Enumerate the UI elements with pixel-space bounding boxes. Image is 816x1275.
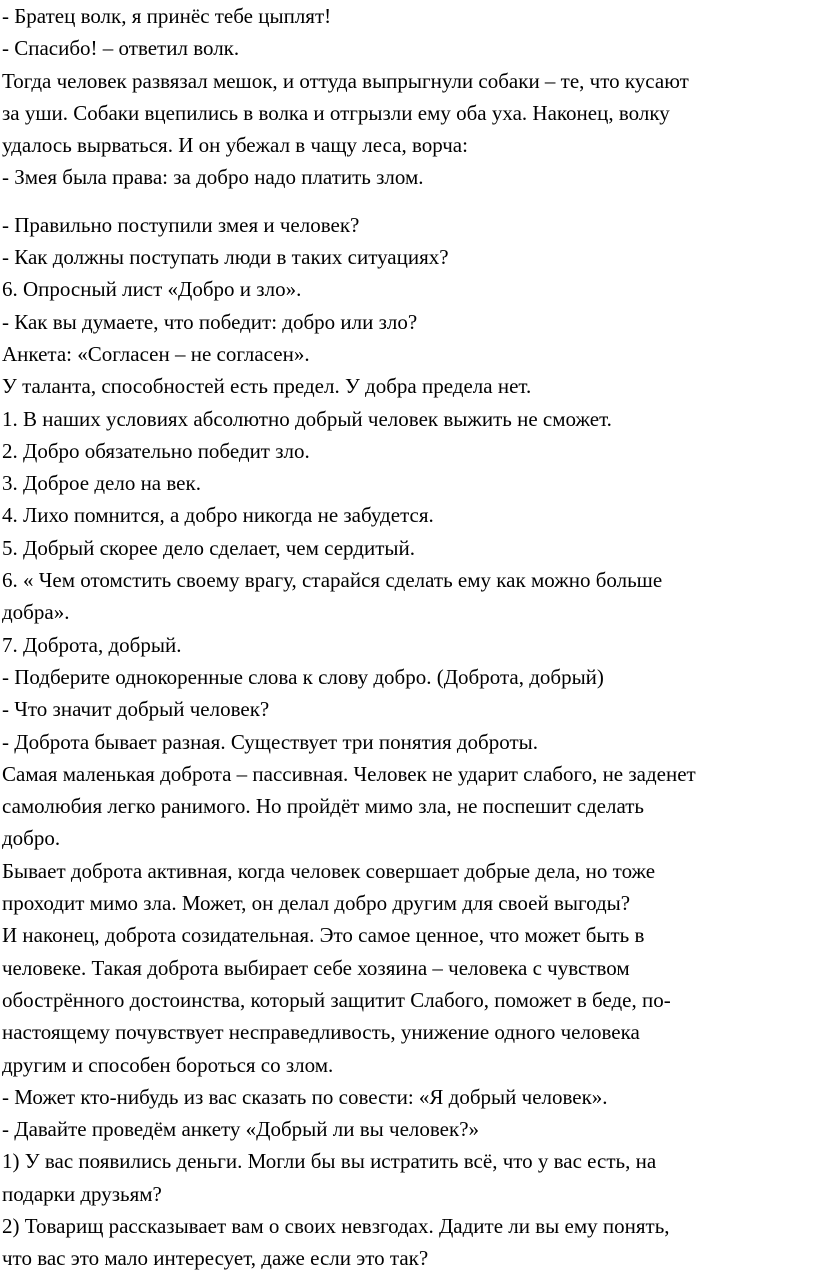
- list-item: 4. Лихо помнится, а добро никогда не забудется.: [2, 503, 434, 528]
- list-item: 3. Доброе дело на век.: [2, 471, 201, 496]
- list-item: 5. Добрый скорее дело сделает, чем сердитый.: [2, 535, 415, 560]
- list-item: 1) У вас появились деньги. Могли бы вы истратить всё, что у вас есть, на: [2, 1149, 657, 1174]
- text-line: - Братец волк, я принёс тебе цыплят!: [2, 4, 332, 28]
- story-ending: [2, 0, 816, 194]
- text-line: самолюбия легко ранимого. Но пройдёт мимо зла, не поспешит сделать: [2, 794, 644, 819]
- text-line: подарки друзьям?: [2, 1181, 162, 1206]
- text-line: - Что значит добрый человек?: [2, 697, 270, 722]
- text-line: обострённого достоинства, который защитит Слабого, поможет в беде, по-: [2, 987, 671, 1012]
- text-line: - Спасибо! – ответил волк.: [2, 36, 240, 61]
- text-line: - Подберите однокоренные слова к слову добро. (Доброта, добрый): [2, 664, 604, 689]
- list-item: 2. Добро обязательно победит зло.: [2, 438, 310, 463]
- list-item: 2) Товарищ рассказывает вам о своих невзгодах. Дадите ли вы ему понять,: [2, 1213, 670, 1238]
- text-line: настоящему почувствует несправедливость, унижение одного человека: [2, 1020, 640, 1045]
- text-line: Анкета: «Согласен – не согласен».: [2, 341, 310, 366]
- text-line: удалось вырваться. И он убежал в чащу леса, ворча:: [2, 133, 468, 158]
- text-line: - Как вы думаете, что победит: добро или зло?: [2, 309, 418, 334]
- text-line: - Как должны поступать люди в таких ситуациях?: [2, 245, 449, 270]
- list-item: 1. В наших условиях абсолютно добрый человек выжить не сможет.: [2, 406, 612, 431]
- text-line: проходит мимо зла. Может, он делал добро другим для своей выгоды?: [2, 891, 631, 916]
- text-line: - Правильно поступили змея и человек?: [2, 212, 360, 237]
- text-line: - Может кто-нибудь из вас сказать по совести: «Я добрый человек».: [2, 1084, 608, 1109]
- text-line: человеке. Такая доброта выбирает себе хозяина – человека с чувством: [2, 955, 630, 980]
- section-heading-survey: 6. Опросный лист «Добро и зло».: [2, 277, 302, 302]
- text-line: Бывает доброта активная, когда человек совершает добрые дела, но тоже: [2, 858, 656, 883]
- text-line: другим и способен бороться со злом.: [2, 1052, 334, 1077]
- text-line: что вас это мало интересует, даже если это так?: [2, 1246, 429, 1271]
- list-item: 6. « Чем отомстить своему врагу, старайся сделать ему как можно больше: [2, 568, 663, 593]
- text-line: за уши. Собаки вцепились в волка и отгрызли ему оба уха. Наконец, волку: [2, 100, 670, 125]
- text-line: добро.: [2, 826, 61, 851]
- text-line: У таланта, способностей есть предел. У добра предела нет.: [2, 374, 532, 399]
- text-line: Тогда человек развязал мешок, и оттуда выпрыгнули собаки – те, что кусают: [2, 68, 689, 93]
- text-line: И наконец, доброта созидательная. Это самое ценное, что может быть в: [2, 923, 645, 948]
- text-line: - Давайте проведём анкету «Добрый ли вы человек?»: [2, 1117, 480, 1142]
- text-line: - Доброта бывает разная. Существует три понятия доброты.: [2, 729, 538, 754]
- discussion-section: [2, 209, 816, 1275]
- text-line: добра».: [2, 600, 70, 625]
- paragraph-spacer: [2, 194, 816, 209]
- text-line: Самая маленькая доброта – пассивная. Человек не ударит слабого, не заденет: [2, 761, 696, 786]
- text-line: - Змея была права: за добро надо платить злом.: [2, 165, 424, 190]
- list-item: 7. Доброта, добрый.: [2, 632, 182, 657]
